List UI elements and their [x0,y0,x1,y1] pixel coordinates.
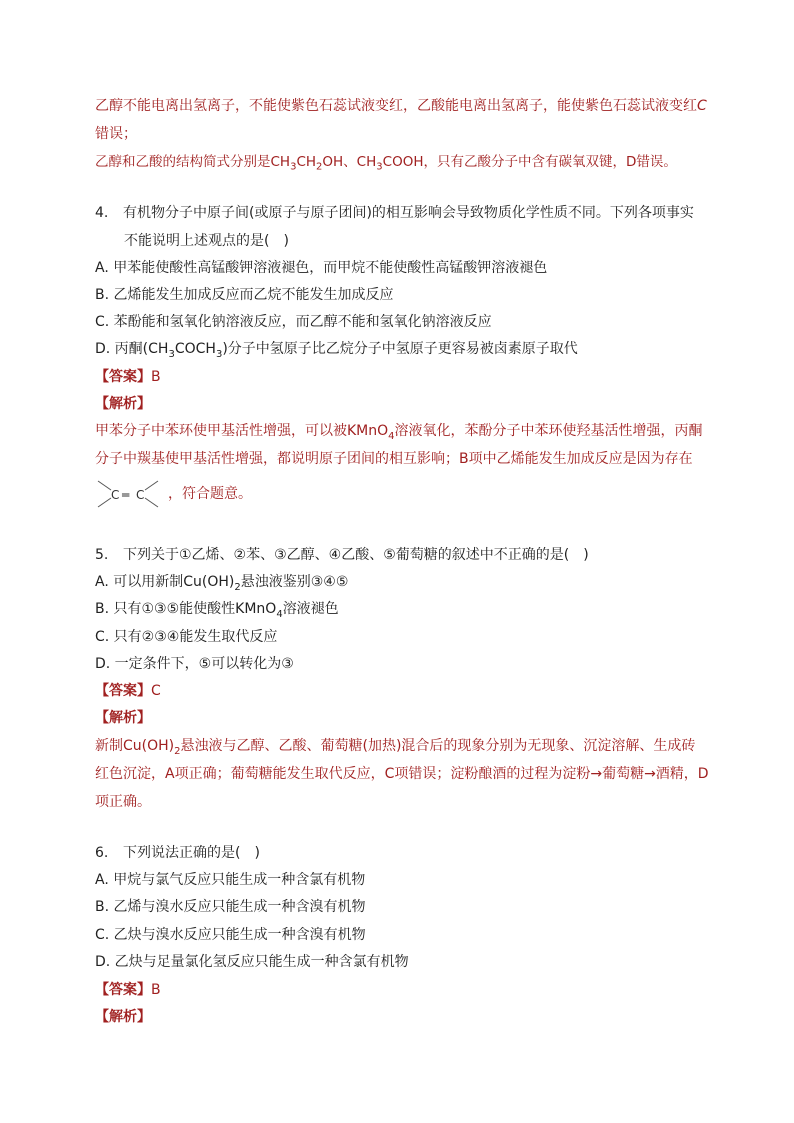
q6-stem: 6. 下列说法正确的是( ) [95,845,260,861]
q5-option-a: A. 可以用新制$Cu(OH)_2$悬浊液鉴别③④⑤ [95,574,349,593]
q6-option-d: D. 乙炔与足量氯化氢反应只能生成一种含氯有机物 [95,954,409,970]
q5-option-b: B. 只有①③⑤能使酸性KMnO$_4$溶液褪色 [95,601,339,620]
prev-explanation-line-1: 乙醇不能电离出氢离子，不能使紫色石蕊试液变红，乙酸能电离出氢离子，能使紫色石蕊试液变红C [95,98,707,114]
q4-option-b: B. 乙烯能发生加成反应而乙烷不能发生加成反应 [95,287,394,303]
q4-stem-line-1: 4. 有机物分子中原子间(或原子与原子团间)的相互影响会导致物质化学性质不同。下列各项事实 [95,205,694,221]
q5-analysis-label: 【解析】 [95,710,151,726]
q4-option-a: A. 甲苯能使酸性高锰酸钾溶液褪色，而甲烷不能使酸性高锰酸钾溶液褪色 [95,260,548,276]
q4-stem-line-2: 不能说明上述观点的是( ) [124,233,289,249]
q4-answer: 【答案】B [95,369,161,385]
q5-explanation-line-3: 项正确。 [95,794,151,810]
q4-analysis-label: 【解析】 [95,396,151,412]
prev-explanation-line-3: 乙醇和乙酸的结构简式分别是$CH_3CH_2OH$、$CH_3COOH$，只有乙酸分子中含有碳氧双键，D错误。 [95,154,677,173]
q4-explanation-line-1: 甲苯分子中苯环使甲基活性增强，可以被KMnO$_4$溶液氧化，苯酚分子中苯环使羟基活性增强，丙酮 [95,423,703,442]
struct-carbon-2: C [136,488,145,502]
q4-explanation-line-2: 分子中羰基使甲基活性增强，都说明原子团间的相互影响；B项中乙烯能发生加成反应是因为存在 [95,451,693,467]
q6-option-a: A. 甲烷与氯气反应只能生成一种含氯有机物 [95,872,366,888]
q6-analysis-label: 【解析】 [95,1009,151,1025]
q5-explanation-line-2: 红色沉淀，A项正确；葡萄糖能发生取代反应，C项错误；淀粉酿酒的过程为淀粉→葡萄糖→酒精，D [95,766,709,782]
q5-answer: 【答案】C [95,683,161,699]
prev-explanation-line-2: 错误； [95,126,137,142]
q4-option-c: C. 苯酚能和氢氧化钠溶液反应，而乙醇不能和氢氧化钠溶液反应 [95,314,492,330]
q5-option-c: C. 只有②③④能发生取代反应 [95,629,278,645]
q5-explanation-line-1: 新制$Cu(OH)_2$悬浊液与乙醇、乙酸、葡萄糖(加热)混合后的现象分别为无现象、沉淀溶解、生成砖 [95,738,696,757]
carbon-double-bond-structure [95,479,165,509]
q5-option-d: D. 一定条件下，⑤可以转化为③ [95,656,294,672]
q6-answer: 【答案】B [95,982,161,998]
struct-double-bond: ═ [122,488,130,502]
q6-option-c: C. 乙炔与溴水反应只能生成一种含溴有机物 [95,927,366,943]
struct-carbon-1: C [111,488,120,502]
q6-option-b: B. 乙烯与溴水反应只能生成一种含溴有机物 [95,899,366,915]
q5-stem: 5. 下列关于①乙烯、②苯、③乙醇、④乙酸、⑤葡萄糖的叙述中不正确的是( ) [95,547,589,563]
q4-explanation-line-3: ，符合题意。 [168,486,252,502]
q4-option-d: D. 丙酮$(CH_3COCH_3)$分子中氢原子比乙烷分子中氢原子更容易被卤素原子取代 [95,341,578,360]
